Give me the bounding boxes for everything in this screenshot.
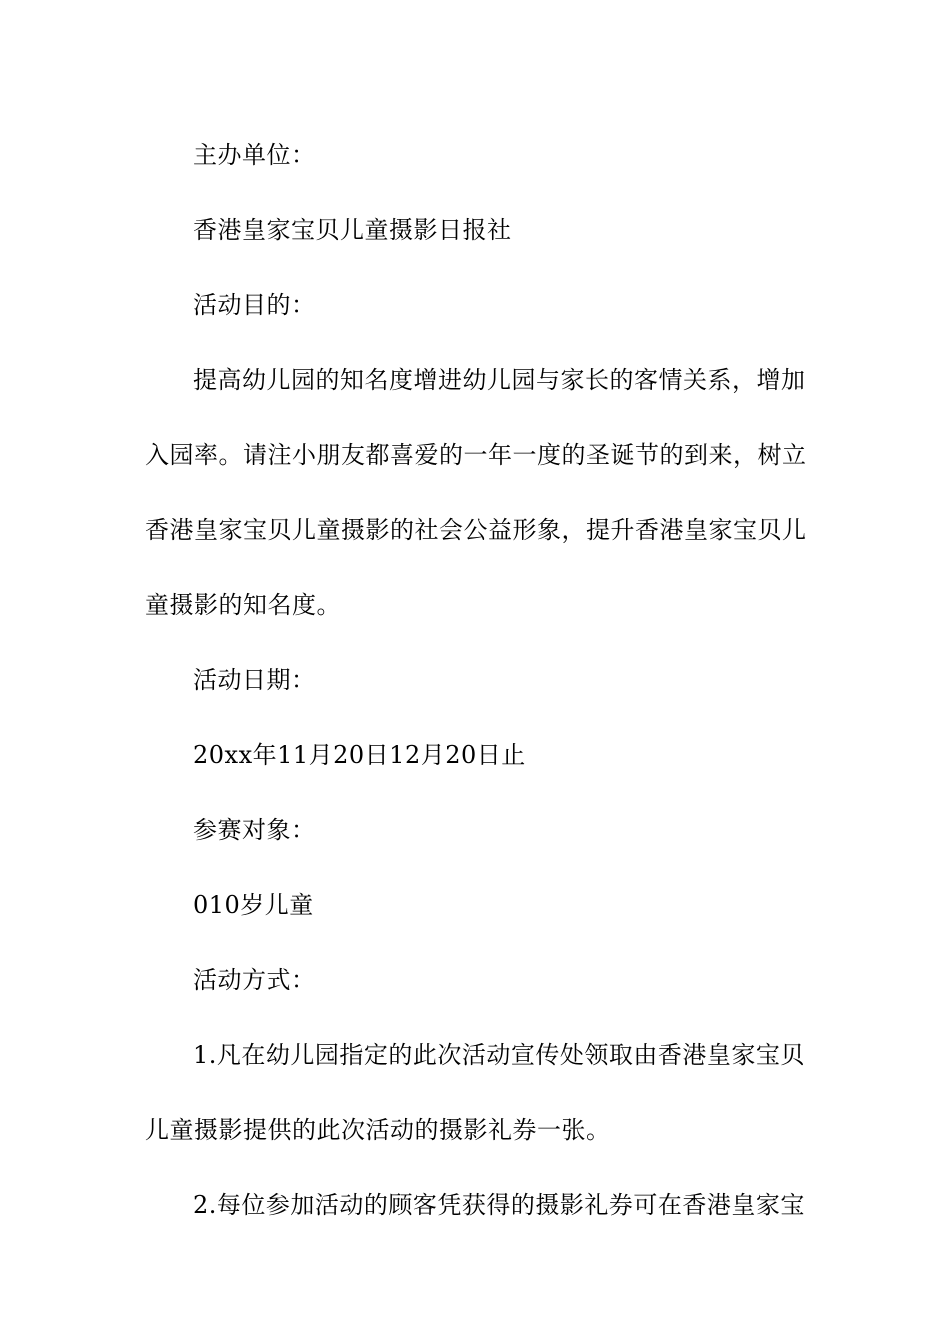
purpose-heading: 活动目的： bbox=[193, 291, 316, 319]
method-item-1-line-2: 儿童摄影提供的此次活动的摄影礼券一张。 bbox=[145, 1116, 611, 1144]
method-item-2-line-1: 2.每位参加活动的顾客凭获得的摄影礼券可在香港皇家宝 bbox=[193, 1191, 805, 1219]
participants-heading: 参赛对象： bbox=[193, 816, 316, 844]
date-value: 20xx年11月20日12月20日止 bbox=[193, 741, 526, 769]
purpose-line-1: 提高幼儿园的知名度增进幼儿园与家长的客情关系，增加 bbox=[193, 366, 806, 394]
method-item-1-line-1: 1.凡在幼儿园指定的此次活动宣传处领取由香港皇家宝贝 bbox=[193, 1041, 805, 1069]
date-heading: 活动日期： bbox=[193, 666, 316, 694]
organizer-heading: 主办单位： bbox=[193, 141, 316, 169]
purpose-line-4: 童摄影的知名度。 bbox=[145, 591, 341, 619]
participants-value: 010岁儿童 bbox=[193, 891, 314, 919]
purpose-line-2: 入园率。请注小朋友都喜爱的一年一度的圣诞节的到来，树立 bbox=[145, 441, 807, 469]
document-body bbox=[145, 118, 807, 1243]
method-heading: 活动方式： bbox=[193, 966, 316, 994]
organizer-name: 香港皇家宝贝儿童摄影日报社 bbox=[193, 216, 512, 244]
purpose-line-3: 香港皇家宝贝儿童摄影的社会公益形象，提升香港皇家宝贝儿 bbox=[145, 516, 807, 544]
